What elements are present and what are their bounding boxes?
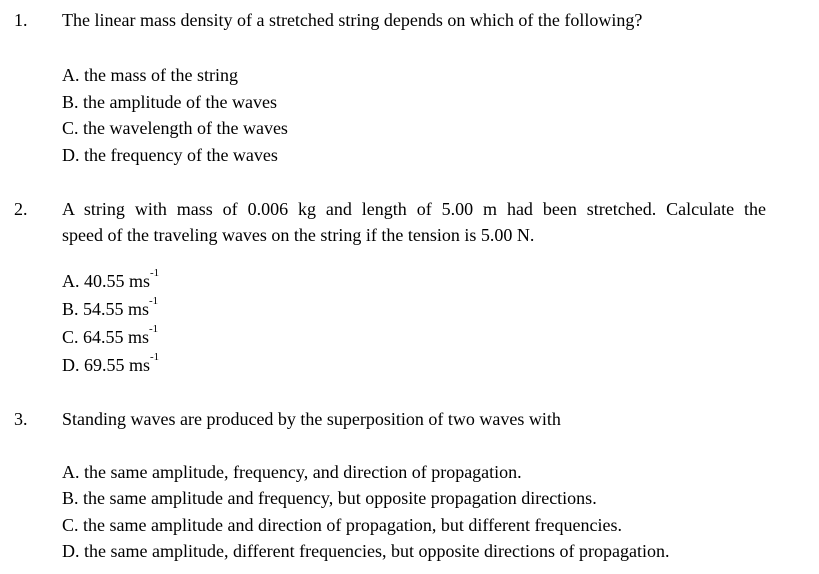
question-text-line-2: speed of the traveling waves on the string if the tension is 5.00 N. [62,225,535,245]
option-a-text: A. 40.55 ms [62,271,151,291]
question-text [62,196,766,248]
question-number: 1. [14,10,28,30]
option-b [62,295,159,320]
question-text: The linear mass density of a stretched string depends on which of the following? [62,10,643,30]
question-text-line-1: A string with mass of 0.006 kg and length of 5.00 m had been stretched. Calculate the [62,199,766,219]
question-text: Standing waves are produced by the superposition of two waves with [62,409,561,429]
option-a [62,267,160,292]
unit-exponent: -1 [150,267,160,279]
unit-exponent: -1 [149,323,159,335]
option-c: C. the wavelength of the waves [62,118,288,138]
option-d-text: D. 69.55 ms [62,355,151,375]
option-d: D. the frequency of the waves [62,145,278,165]
option-d [62,351,160,376]
unit-exponent: -1 [149,295,159,307]
unit-exponent: -1 [150,351,160,363]
option-b-text: B. 54.55 ms [62,299,150,319]
option-a: A. the same amplitude, frequency, and direction of propagation. [62,462,522,482]
option-c: C. the same amplitude and direction of propagation, but different frequencies. [62,515,622,535]
option-a: A. the mass of the string [62,65,238,85]
option-d: D. the same amplitude, different frequencies, but opposite directions of propagation. [62,541,670,561]
question-number: 2. [14,199,28,219]
option-b: B. the amplitude of the waves [62,92,277,112]
question-number: 3. [14,409,28,429]
option-c [62,323,159,348]
option-c-text: C. 64.55 ms [62,327,150,347]
option-b: B. the same amplitude and frequency, but opposite propagation directions. [62,488,597,508]
